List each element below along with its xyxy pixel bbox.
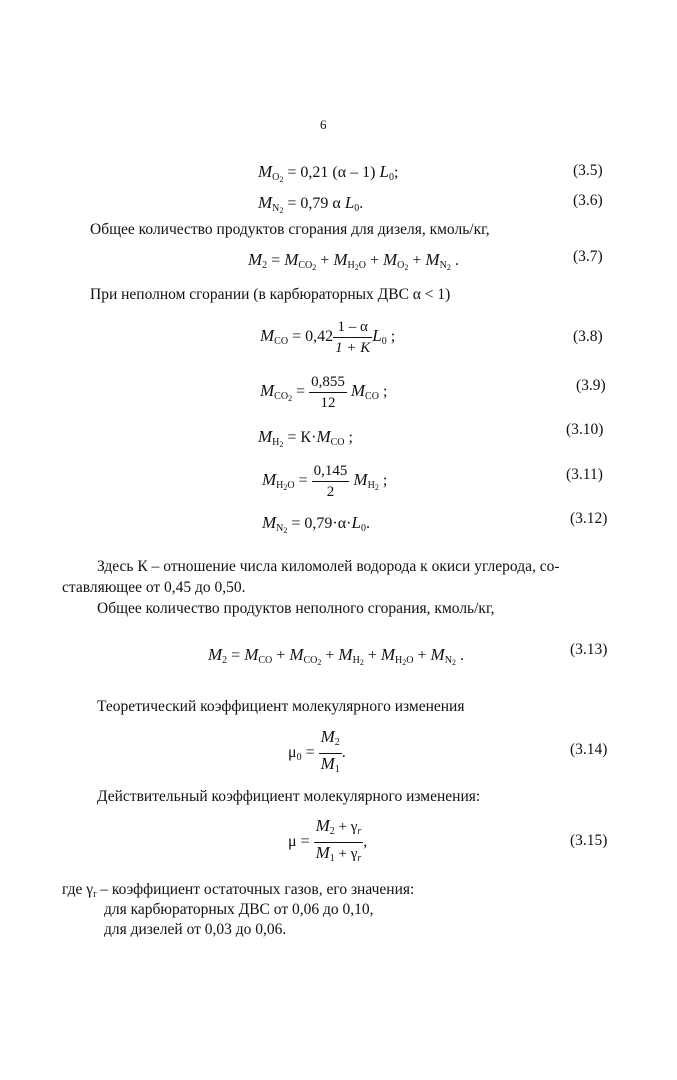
paragraph-where-gamma: где $\gamma_r$ – коэффициент остаточных газов, его значения: xyxy=(62,881,415,900)
formula-3-10: $M_{H_2} = К\cdot M_{CO}$ ; xyxy=(258,427,353,449)
formula-3-13: $M_2 = M_{CO} + M_{CO_2} + M_{H_2} + M_{H_2O} + M_{N_2}$ . xyxy=(208,645,464,667)
formula-3-8: $M_{CO} = 0,42$ $\frac{1 - \alpha}{1 + K}$ $L_0$ ; xyxy=(260,319,396,356)
paragraph-incomplete-combustion: При неполном сгорании (в карбюраторных ДВС α < 1) xyxy=(90,286,451,303)
page-number: 6 xyxy=(320,117,327,132)
equation-number: (3.13) xyxy=(570,641,608,658)
equation-number: (3.12) xyxy=(570,510,608,527)
diesel-values: для дизелей от 0,03 до 0,06. xyxy=(104,921,287,938)
equation-number: (3.8) xyxy=(573,328,603,345)
formula-3-5: $M_{O_2} = 0,21$ (α – 1) $L_0$; xyxy=(258,162,399,184)
equation-number: (3.5) xyxy=(573,162,603,179)
formula-3-6: $M_{N_2} = 0,79$ α $L_0$. xyxy=(258,193,364,215)
equation-number: (3.6) xyxy=(573,192,603,209)
paragraph-general-products: Общее количество продуктов сгорания для дизеля, кмоль/кг, xyxy=(90,221,490,238)
equation-number: (3.15) xyxy=(570,832,608,849)
paragraph-general-incomplete: Общее количество продуктов неполного сгорания, кмоль/кг, xyxy=(97,600,495,617)
paragraph-here-k-line2: ставляющее от 0,45 до 0,50. xyxy=(62,579,246,596)
paragraph-actual-coef: Действительный коэффициент молекулярного изменения: xyxy=(97,788,481,805)
formula-3-11: $M_{H_2O}$ = $\frac{0,145}{2}$ $M_{H_2}$ ; xyxy=(262,463,388,500)
formula-3-15: μ = $\frac{M_2 + \gamma_r}{M_1 + \gamma_r}$ , xyxy=(288,816,368,864)
formula-3-9: $M_{CO_2}$ = $\frac{0,855}{12}$ $M_{CO}$ ; xyxy=(260,374,388,411)
paragraph-here-k-line1: Здесь К – отношение числа киломолей водорода к окиси углерода, со- xyxy=(97,558,560,575)
formula-3-14: $\mu_0$ = $\frac{M_2}{M_1}$ . xyxy=(288,727,346,775)
equation-number: (3.11) xyxy=(566,466,603,483)
carburetor-values: для карбюраторных ДВС от 0,06 до 0,10, xyxy=(104,901,374,918)
equation-number: (3.9) xyxy=(576,377,606,394)
paragraph-theoretical-coef: Теоретический коэффициент молекулярного изменения xyxy=(97,698,465,715)
equation-number: (3.14) xyxy=(570,741,608,758)
equation-number: (3.10) xyxy=(566,421,604,438)
equation-number: (3.7) xyxy=(573,248,603,265)
formula-3-7: $M_2 = M_{CO_2} + M_{H_2O} + M_{O_2} + M_{N_2}$ . xyxy=(248,250,459,272)
formula-3-12: $M_{N_2} = 0,79\cdot\alpha\cdot L_0$. xyxy=(262,513,370,535)
